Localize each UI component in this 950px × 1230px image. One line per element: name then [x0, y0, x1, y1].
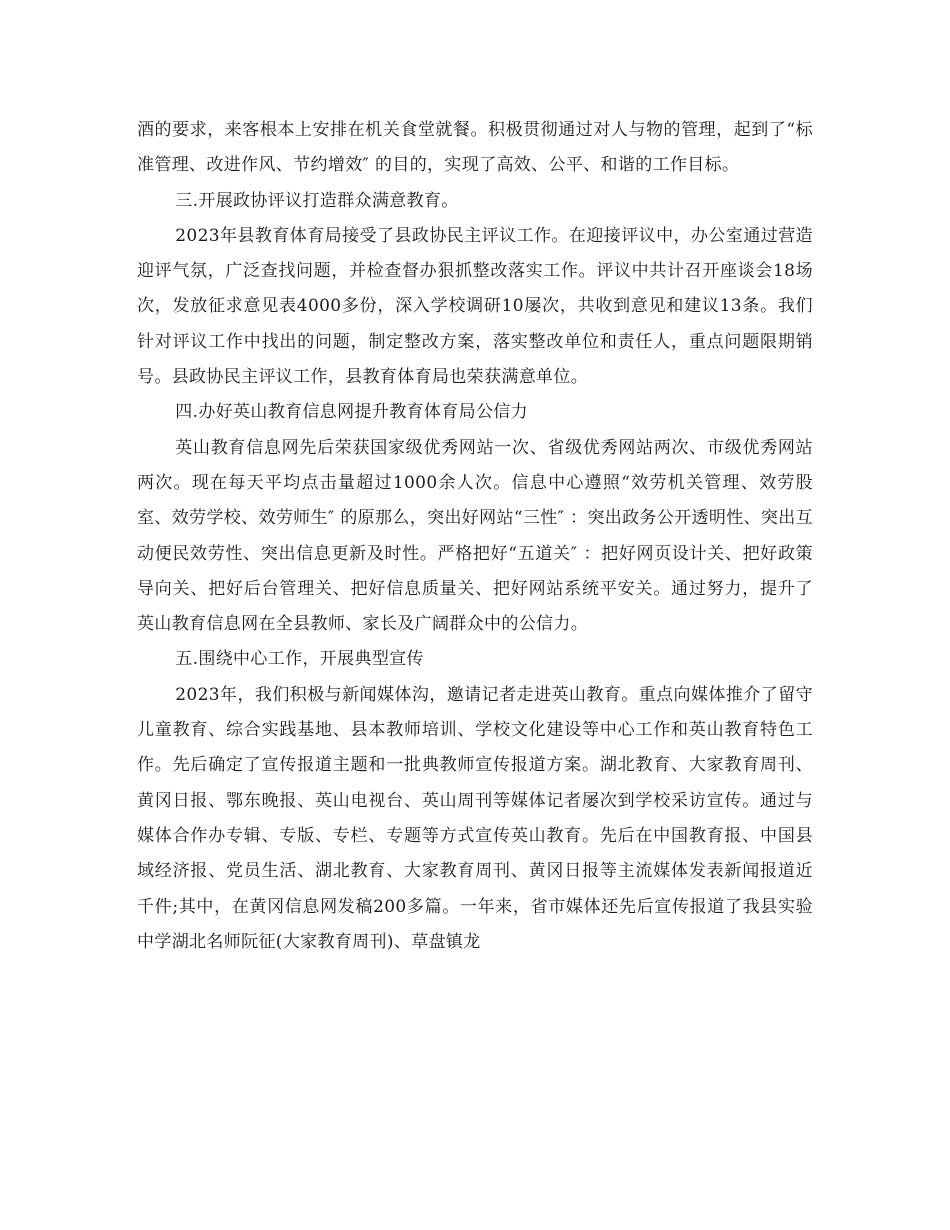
document-page — [137, 113, 813, 960]
section-heading-4: 四.办好英山教育信息网提升教育体育局公信力 — [175, 402, 529, 423]
paragraph-evaluation: 2023年县教育体育局接受了县政协民主评议工作。在迎接评议中，办公室通过营造迎评气氛，广泛查找问题，并检查督办狠抓整改落实工作。评议中共计召开座谈会18场次，发放征求意见表4000多份，深入学校调研10屡次，共收到意见和建议13条。我们针对评议工作中找出的问题，制定整改方案，落实整改单位和责任人，重点问题限期销号。县政协民主评议工作，县教育体育局也荣获满意单位。 — [137, 225, 813, 388]
paragraph-continued: 酒的要求，来客根本上安排在机关食堂就餐。积极贯彻通过对人与物的管理，起到了“标准管理、改进作风、节约增效″ 的目的，实现了高效、公平、和谐的工作目标。 — [137, 120, 813, 176]
paragraph-website: 英山教育信息网先后荣获国家级优秀网站一次、省级优秀网站两次、市级优秀网站两次。现在每天平均点击量超过1000余人次。信息中心遵照“效劳机关管理、效劳股室、效劳学校、效劳师生″ 的原那么，突出好网站“三性″ ：突出政务公开透明性、突出互动便民效劳性、突出信息更新及时性。严格把好“五道关″ ：把好网页设计关、把好政策导向关、把好后台管理关、把好信息质量关、把好网站系统平安关。通过努力，提升了英山教育信息网在全县教师、家长及广阔群众中的公信力。 — [137, 437, 813, 635]
section-heading-3: 三.开展政协评议打造群众满意教育。 — [175, 190, 459, 211]
paragraph-publicity: 2023年，我们积极与新闻媒体沟，邀请记者走进英山教育。重点向媒体推介了留守儿童教育、综合实践基地、县本教师培训、学校文化建设等中心工作和英山教育特色工作。先后确定了宣传报道主题和一批典教师宣传报道方案。湖北教育、大家教育周刊、黄冈日报、鄂东晚报、英山电视台、英山周刊等媒体记者屡次到学校采访宣传。通过与媒体合作办专辑、专版、专栏、专题等方式宣传英山教育。先后在中国教育报、中国县域经济报、党员生活、湖北教育、大家教育周刊、黄冈日报等主流媒体发表新闻报道近千件;其中，在黄冈信息网发稿200多篇。一年来，省市媒体还先后宣传报道了我县实验中学湖北名师阮征(大家教育周刊)、草盘镇龙 — [137, 684, 813, 952]
section-heading-5: 五.围绕中心工作，开展典型宣传 — [175, 649, 424, 670]
